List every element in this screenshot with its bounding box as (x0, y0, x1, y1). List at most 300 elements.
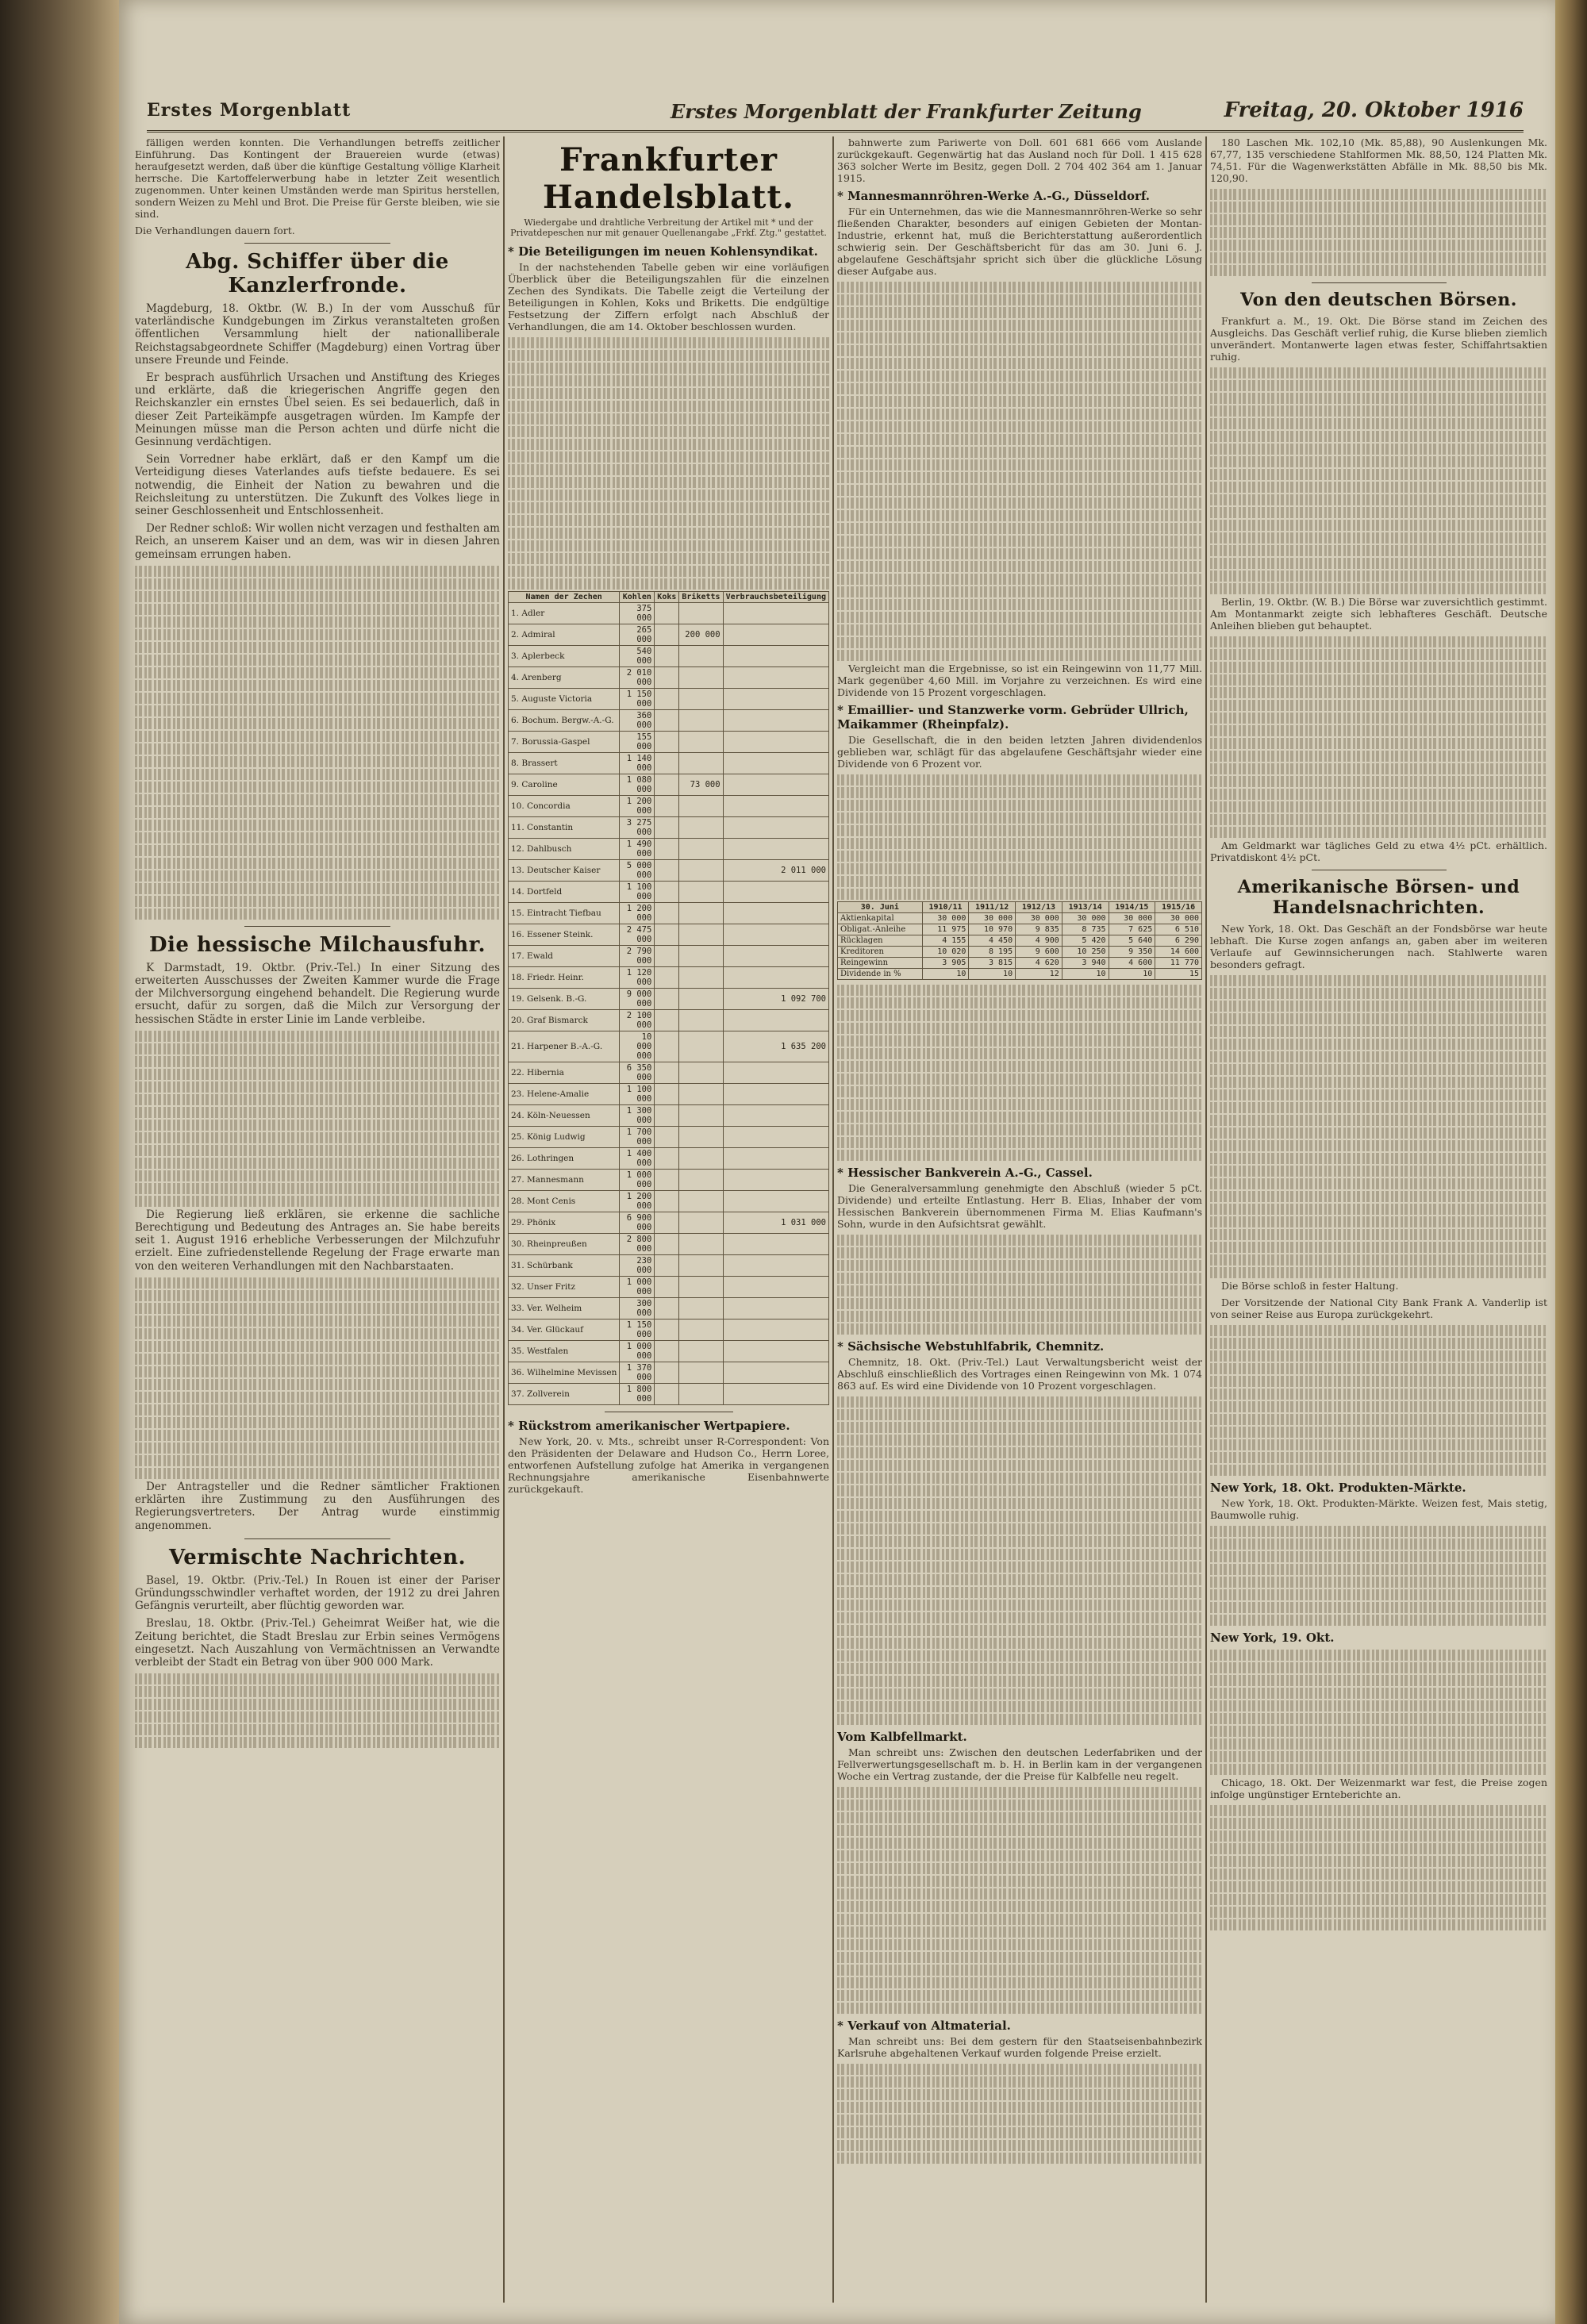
table-row (509, 924, 829, 946)
mine-name-cell: 28. Mont Cenis (509, 1191, 620, 1212)
shares-table (508, 591, 829, 1405)
value-cell (655, 1277, 679, 1298)
table-row (509, 1212, 829, 1234)
value-cell (655, 1010, 679, 1031)
value-cell: 9 835 (1016, 924, 1062, 935)
value-cell: 15 (1155, 969, 1202, 980)
value-cell (679, 1127, 723, 1148)
paragraph: New York, 18. Okt. Das Geschäft an der Fondsbörse war heute lebhaft. Die Kurse zogen anfangs an, gaben aber im weiteren Verlaufe auf Gewinnsicherungen nach. Stahlwerte waren besonders gefragt. (1210, 923, 1547, 970)
illegible-text-block (135, 566, 500, 920)
value-cell (655, 667, 679, 689)
mine-name-cell: 27. Mannesmann (509, 1170, 620, 1191)
value-cell: 360 000 (620, 710, 655, 732)
value-cell (723, 839, 828, 860)
table-header: 1912/13 (1016, 902, 1062, 913)
value-cell: 1 140 000 (620, 753, 655, 774)
illegible-text-block (837, 774, 1202, 900)
table-row (838, 913, 1202, 924)
table-row (509, 839, 829, 860)
value-cell (655, 689, 679, 710)
article-heading: * Sächsische Webstuhlfabrik, Chemnitz. (837, 1339, 1105, 1354)
article-heading: * Rückstrom amerikanischer Wertpapiere. (508, 1419, 790, 1433)
mine-name-cell: 16. Essener Steink. (509, 924, 620, 946)
value-cell (679, 646, 723, 667)
table-header: Namen der Zechen (509, 592, 620, 603)
paragraph: Der Vorsitzende der National City Bank Frank A. Vanderlip ist von seiner Reise aus Europa zurückgekehrt. (1210, 1296, 1547, 1320)
value-cell: 4 450 (969, 935, 1016, 947)
value-cell (679, 989, 723, 1010)
value-cell (679, 732, 723, 753)
value-cell: 30 000 (1109, 913, 1155, 924)
illegible-text-block (837, 1787, 1202, 2014)
table-header: 1915/16 (1155, 902, 1202, 913)
table-row (509, 753, 829, 774)
value-cell: 375 000 (620, 603, 655, 624)
table-header: 1911/12 (969, 902, 1016, 913)
value-cell (679, 1148, 723, 1170)
paragraph: Der Redner schloß: Wir wollen nicht verzagen und festhalten am Reich, an unserem Kaiser und an dem, was wir in diesen Jahren gemeinsam errungen haben. (135, 522, 500, 561)
page-edge (1555, 0, 1587, 2324)
article-heading: * Mannesmannröhren-Werke A.-G., Düsseldorf. (837, 189, 1150, 203)
illegible-text-block (837, 282, 1202, 661)
value-cell: 3 905 (922, 958, 969, 969)
table-row (509, 1234, 829, 1255)
value-cell: 1 092 700 (723, 989, 828, 1010)
illegible-text-block (837, 2064, 1202, 2164)
mine-name-cell: 35. Westfalen (509, 1341, 620, 1362)
value-cell: 1 800 000 (620, 1384, 655, 1405)
value-cell: 9 350 (1109, 947, 1155, 958)
value-cell: 30 000 (1155, 913, 1202, 924)
value-cell (723, 1148, 828, 1170)
value-cell (679, 1191, 723, 1212)
mine-name-cell: 36. Wilhelmine Mevissen (509, 1362, 620, 1384)
table-header: Verbrauchsbeteiligung (723, 592, 828, 603)
mine-name-cell: 34. Ver. Glückauf (509, 1319, 620, 1341)
paragraph: New York, 18. Okt. Produkten-Märkte. Weizen fest, Mais stetig, Baumwolle ruhig. (1210, 1497, 1547, 1521)
value-cell: 230 000 (620, 1255, 655, 1277)
table-row (509, 732, 829, 753)
value-cell (655, 796, 679, 817)
table-row (509, 1031, 829, 1062)
mine-name-cell: 20. Graf Bismarck (509, 1010, 620, 1031)
value-cell (679, 667, 723, 689)
value-cell: 2 010 000 (620, 667, 655, 689)
value-cell: 1 150 000 (620, 689, 655, 710)
value-cell (679, 1170, 723, 1191)
value-cell: 3 940 (1062, 958, 1109, 969)
row-label-cell: Dividende in % (838, 969, 923, 980)
value-cell: 2 800 000 (620, 1234, 655, 1255)
value-cell: 1 000 000 (620, 1341, 655, 1362)
value-cell: 30 000 (1062, 913, 1109, 924)
separator (244, 926, 390, 927)
paragraph: Er besprach ausführlich Ursachen und Anstiftung des Krieges und erklärte, daß die kriegerischen Angriffe gegen den Reichskanzler ein ernstes Übel seien. Es sei bedauerlich, daß in dieser Zeit Parteikämpfe ausgetragen würden. Im Kampfe der Meinungen müsse man die Person achten und dürfe nicht die Gesinnung verdächtigen. (135, 371, 500, 449)
value-cell (655, 882, 679, 903)
article-heading: Amerikanische Börsen- und Handelsnachrichten. (1237, 877, 1520, 918)
value-cell: 6 900 000 (620, 1212, 655, 1234)
row-label-cell: Kreditoren (838, 947, 923, 958)
value-cell (679, 1105, 723, 1127)
table-row (509, 817, 829, 839)
mine-name-cell: 37. Zollverein (509, 1384, 620, 1405)
row-label-cell: Obligat.-Anleihe (838, 924, 923, 935)
value-cell (723, 1170, 828, 1191)
value-cell (655, 1255, 679, 1277)
value-cell (655, 839, 679, 860)
illegible-text-block (837, 1396, 1202, 1725)
value-cell: 1 000 000 (620, 1277, 655, 1298)
mine-name-cell: 7. Borussia-Gaspel (509, 732, 620, 753)
value-cell: 10 (1109, 969, 1155, 980)
value-cell (655, 1212, 679, 1234)
mine-name-cell: 33. Ver. Welheim (509, 1298, 620, 1319)
value-cell (679, 1298, 723, 1319)
table-row (509, 1341, 829, 1362)
value-cell: 1 100 000 (620, 882, 655, 903)
value-cell (723, 1384, 828, 1405)
value-cell: 1 120 000 (620, 967, 655, 989)
article-heading: Vom Kalbfellmarkt. (837, 1730, 967, 1744)
column-rule (1205, 136, 1207, 2303)
value-cell: 6 350 000 (620, 1062, 655, 1084)
mine-name-cell: 3. Aplerbeck (509, 646, 620, 667)
value-cell: 2 790 000 (620, 946, 655, 967)
value-cell (723, 1191, 828, 1212)
value-cell: 265 000 (620, 624, 655, 646)
value-cell: 4 155 (922, 935, 969, 947)
table-header: Koks (655, 592, 679, 603)
mine-name-cell: 18. Friedr. Heinr. (509, 967, 620, 989)
mine-name-cell: 10. Concordia (509, 796, 620, 817)
market-heading: New York, 18. Okt. Produkten-Märkte. (1210, 1481, 1466, 1495)
value-cell: 3 275 000 (620, 817, 655, 839)
value-cell (655, 1084, 679, 1105)
paragraph: Am Geldmarkt war tägliches Geld zu etwa 4½ pCt. erhältlich. Privatdiskont 4½ pCt. (1210, 839, 1547, 863)
table-row (509, 1319, 829, 1341)
table-row (509, 1255, 829, 1277)
value-cell: 3 815 (969, 958, 1016, 969)
table-row (509, 796, 829, 817)
value-cell (679, 1212, 723, 1234)
mine-name-cell: 19. Gelsenk. B.-G. (509, 989, 620, 1010)
value-cell (679, 753, 723, 774)
masthead-center: Erstes Morgenblatt der Frankfurter Zeitung (671, 100, 1142, 123)
table-row (509, 624, 829, 646)
value-cell (655, 1062, 679, 1084)
illegible-text-block (837, 985, 1202, 1161)
value-cell: 200 000 (679, 624, 723, 646)
column-3 (837, 136, 1202, 2311)
value-cell (723, 753, 828, 774)
value-cell (723, 1234, 828, 1255)
value-cell (723, 710, 828, 732)
value-cell: 12 (1016, 969, 1062, 980)
value-cell (655, 753, 679, 774)
illegible-text-block (1210, 1805, 1547, 1930)
mine-name-cell: 24. Köln-Neuessen (509, 1105, 620, 1127)
value-cell (655, 1362, 679, 1384)
value-cell: 10 (969, 969, 1016, 980)
mine-name-cell: 21. Harpener B.-A.-G. (509, 1031, 620, 1062)
value-cell (679, 1341, 723, 1362)
value-cell: 7 625 (1109, 924, 1155, 935)
value-cell (723, 774, 828, 796)
value-cell: 10 250 (1062, 947, 1109, 958)
table-row (509, 989, 829, 1010)
table-header: Kohlen (620, 592, 655, 603)
table-header: 1913/14 (1062, 902, 1109, 913)
paragraph: Man schreibt uns: Bei dem gestern für den Staatseisenbahnbezirk Karlsruhe abgehaltenen Verkauf wurden folgende Preise erzielt. (837, 2035, 1202, 2059)
value-cell (679, 1277, 723, 1298)
value-cell: 1 031 000 (723, 1212, 828, 1234)
mine-name-cell: 26. Lothringen (509, 1148, 620, 1170)
value-cell: 1 200 000 (620, 796, 655, 817)
table-row (509, 946, 829, 967)
illegible-text-block (1210, 1650, 1547, 1775)
paragraph: bahnwerte zum Pariwerte von Doll. 601 681 666 vom Auslande zurückgekauft. Gegenwärtig hat das Ausland noch für Doll. 1 415 628 363 solcher Werte im Besitz, gegen Doll. 2 704 402 364 am 1. Januar 1915. (837, 136, 1202, 184)
value-cell: 1 300 000 (620, 1105, 655, 1127)
table-row (509, 1127, 829, 1148)
row-label-cell: Aktienkapital (838, 913, 923, 924)
table-header: Briketts (679, 592, 723, 603)
value-cell (723, 882, 828, 903)
value-cell: 30 000 (969, 913, 1016, 924)
value-cell (679, 924, 723, 946)
value-cell (655, 774, 679, 796)
value-cell: 5 420 (1062, 935, 1109, 947)
paragraph: Für ein Unternehmen, das wie die Mannesmannröhren-Werke so sehr fließenden Charakter, besonders auf einigen Gebieten der Montan-Industrie, erkennt hat, muß die Berichterstattung außerordentlich schwierig sein. Der Geschäftsbericht für das am 30. Juni 6. J. abgelaufene Geschäftsjahr spricht sich über die glückliche Lösung dieser Aufgabe aus. (837, 206, 1202, 277)
value-cell: 1 700 000 (620, 1127, 655, 1148)
value-cell (679, 903, 723, 924)
section-masthead: Frankfurter Handelsblatt. (543, 141, 794, 216)
row-label-cell: Reingewinn (838, 958, 923, 969)
table-row (838, 924, 1202, 935)
value-cell (723, 1319, 828, 1341)
mine-name-cell: 4. Arenberg (509, 667, 620, 689)
value-cell (723, 1362, 828, 1384)
value-cell (679, 689, 723, 710)
value-cell (655, 646, 679, 667)
mine-name-cell: 12. Dahlbusch (509, 839, 620, 860)
table-row (509, 1191, 829, 1212)
table-row (509, 710, 829, 732)
paragraph: Die Börse schloß in fester Haltung. (1221, 1280, 1399, 1292)
value-cell: 5 640 (1109, 935, 1155, 947)
value-cell: 1 200 000 (620, 1191, 655, 1212)
illegible-text-block (1210, 636, 1547, 838)
value-cell (655, 1148, 679, 1170)
table-header: 1914/15 (1109, 902, 1155, 913)
mine-name-cell: 25. König Ludwig (509, 1127, 620, 1148)
value-cell: 10 (1062, 969, 1109, 980)
value-cell (723, 967, 828, 989)
table-row (509, 667, 829, 689)
table-header: 30. Juni (838, 902, 923, 913)
value-cell (679, 1084, 723, 1105)
value-cell: 1 490 000 (620, 839, 655, 860)
value-cell (723, 1277, 828, 1298)
table-row (509, 882, 829, 903)
book-binding (0, 0, 119, 2324)
value-cell (655, 946, 679, 967)
paragraph: Die Verhandlungen dauern fort. (135, 225, 295, 236)
paragraph: K Darmstadt, 19. Oktbr. (Priv.-Tel.) In einer Sitzung des erweiterten Ausschusses der Zweiten Kammer wurde die Frage der Milchversorgung eingehend behandelt. Die Regierung wurde ersucht, dafür zu sorgen, daß die Milch zur Versorgung der hessischen Städte in erster Linie im Lande verbleibe. (135, 961, 500, 1026)
row-label-cell: Rücklagen (838, 935, 923, 947)
value-cell (723, 1127, 828, 1148)
paragraph: Basel, 19. Oktbr. (Priv.-Tel.) In Rouen ist einer der Pariser Gründungsschwindler verhaftet worden, der 1912 zu drei Jahren Gefängnis verurteilt, aber flüchtig geworden war. (135, 1573, 500, 1613)
value-cell (655, 624, 679, 646)
separator (1312, 282, 1447, 283)
mine-name-cell: 29. Phönix (509, 1212, 620, 1234)
value-cell (655, 1127, 679, 1148)
paragraph: 180 Laschen Mk. 102,10 (Mk. 85,88), 90 Auslenkungen Mk. 67,77, 135 verschiedene Stahlformen Mk. 88,50, 124 Platten Mk. 74,51. Für die Wagenwerkstätten Abfälle in Mk. 88,50 bis Mk. 120,90. (1210, 136, 1547, 184)
value-cell: 2 100 000 (620, 1010, 655, 1031)
value-cell (679, 860, 723, 882)
illegible-text-block (1210, 1526, 1547, 1626)
paragraph: Die Regierung ließ erklären, sie erkenne die sachliche Berechtigung und Bedeutung des Antrages an. Sie habe bereits seit 1. August 1916 erhebliche Verbesserungen der Milchzufuhr erzielt. Eine zufriedenstellende Regelung der Frage erwarte man von den weiteren Verhandlungen mit den Nachbarstaaten. (135, 1208, 500, 1273)
paragraph: Berlin, 19. Oktbr. (W. B.) Die Börse war zuversichtlich gestimmt. Am Montanmarkt zeigte sich lebhafteres Geschäft. Deutsche Anleihen blieben gut behauptet. (1210, 596, 1547, 632)
value-cell: 10 970 (969, 924, 1016, 935)
mine-name-cell: 22. Hibernia (509, 1062, 620, 1084)
table-row (509, 1062, 829, 1084)
value-cell (723, 903, 828, 924)
illegible-text-block (135, 1277, 500, 1479)
value-cell (723, 1084, 828, 1105)
article-heading: * Hessischer Bankverein A.-G., Cassel. (837, 1166, 1093, 1180)
table-row (509, 903, 829, 924)
table-row (838, 969, 1202, 980)
column-rule (503, 136, 505, 2303)
value-cell (723, 646, 828, 667)
value-cell: 1 100 000 (620, 1084, 655, 1105)
mine-name-cell: 11. Constantin (509, 817, 620, 839)
value-cell (679, 967, 723, 989)
value-cell (655, 1298, 679, 1319)
column-2 (508, 136, 829, 2311)
illegible-text-block (135, 1673, 500, 1748)
value-cell (655, 1031, 679, 1062)
value-cell: 30 000 (922, 913, 969, 924)
table-row (509, 603, 829, 624)
value-cell: 155 000 (620, 732, 655, 753)
table-row (509, 1148, 829, 1170)
mine-name-cell: 2. Admiral (509, 624, 620, 646)
value-cell (679, 1362, 723, 1384)
mine-name-cell: 30. Rheinpreußen (509, 1234, 620, 1255)
table-row (509, 1010, 829, 1031)
value-cell: 1 150 000 (620, 1319, 655, 1341)
value-cell (679, 1031, 723, 1062)
value-cell: 1 080 000 (620, 774, 655, 796)
value-cell: 300 000 (620, 1298, 655, 1319)
value-cell (655, 903, 679, 924)
value-cell (679, 1010, 723, 1031)
paragraph: In der nachstehenden Tabelle geben wir eine vorläufigen Überblick über die Beteiligungszahlen für die einzelnen Zechen des Syndikats. Die Tabelle zeigt die Verteilung der Beteiligungen in Kohlen, Koks und Briketts. Die endgültige Festsetzung der Ziffern erfolgt nach Abschluß der Verhandlungen, die am 14. Oktober beschlossen wurden. (508, 261, 829, 332)
value-cell (723, 817, 828, 839)
mine-name-cell: 31. Schürbank (509, 1255, 620, 1277)
article-heading: Abg. Schiffer über die Kanzlerfronde. (186, 250, 449, 298)
value-cell (679, 882, 723, 903)
value-cell (679, 710, 723, 732)
value-cell: 1 000 000 (620, 1170, 655, 1191)
value-cell: 2 011 000 (723, 860, 828, 882)
table-header-row (509, 592, 829, 603)
table-row (509, 860, 829, 882)
table-row (838, 935, 1202, 947)
paragraph: Der Antragsteller und die Redner sämtlicher Fraktionen erklärten ihre Zustimmung zu den Ausführungen des Regierungsvertreters. Der Antrag wurde einstimmig angenommen. (135, 1480, 500, 1532)
value-cell: 1 635 200 (723, 1031, 828, 1062)
value-cell: 73 000 (679, 774, 723, 796)
value-cell: 4 600 (1109, 958, 1155, 969)
table-row (509, 646, 829, 667)
masthead-date: Freitag, 20. Oktober 1916 (1224, 98, 1524, 122)
table-row (509, 1384, 829, 1405)
paragraph: Man schreibt uns: Zwischen den deutschen Lederfabriken und der Fellverwertungsgesellschaft m. b. H. in Berlin kam in der vergangenen Woche ein Vertrag zustande, der die Preise für Kalbfelle neu regelt. (837, 1746, 1202, 1782)
table-row (509, 1362, 829, 1384)
newspaper-page (119, 0, 1555, 2324)
value-cell: 14 600 (1155, 947, 1202, 958)
mine-name-cell: 15. Eintracht Tiefbau (509, 903, 620, 924)
table-header: 1910/11 (922, 902, 969, 913)
illegible-text-block (135, 1031, 500, 1207)
value-cell (679, 946, 723, 967)
value-cell (723, 924, 828, 946)
value-cell (723, 1255, 828, 1277)
value-cell: 11 975 (922, 924, 969, 935)
article-heading: * Emaillier- und Stanzwerke vorm. Gebrüder Ullrich, Maikammer (Rheinpfalz). (837, 703, 1189, 732)
paragraph: Die Generalversammlung genehmigte den Abschluß (wieder 5 pCt. Dividende) und erteilte Entlastung. Herr B. Elias, Inhaber der vom Hessischen Bankverein übernommenen Firma M. Elias Kaufmann's Sohn, wurde in den Aufsichtsrat gewählt. (837, 1182, 1202, 1230)
illegible-text-block (508, 337, 829, 590)
value-cell: 9 600 (1016, 947, 1062, 958)
article-heading: Von den deutschen Börsen. (1240, 290, 1517, 310)
value-cell (655, 817, 679, 839)
masthead (147, 95, 1524, 133)
illegible-text-block (1210, 1325, 1547, 1476)
value-cell: 1 200 000 (620, 903, 655, 924)
paragraph: Magdeburg, 18. Oktbr. (W. B.) In der vom Ausschuß für vaterländische Kundgebungen im Zirkus veranstalteten großen öffentlichen Versammlung hielt der nationalliberale Reichstagsabgeordnete Schiffer (Magdeburg) einen Vortrag über unsere Freunde und Feinde. (135, 302, 500, 367)
value-cell (655, 967, 679, 989)
table-row (509, 1277, 829, 1298)
column-1 (135, 136, 500, 2311)
paragraph: fälligen werden konnten. Die Verhandlungen betreffs zeitlicher Einführung. Das Kontingent der Brauereien wurde (etwas) heraufgesetzt werden, daß über die künftige Gestaltung völlige Klarheit herrsche. Die Kartoffelerwerbung habe in letzter Zeit wesentlich zugenommen. Unter keinen Umständen werde man Spiritus herstellen, sondern Weizen zu Mehl und Brot. Die Preise für Gerste bleiben, wie sie sind. (135, 136, 500, 220)
value-cell: 8 195 (969, 947, 1016, 958)
value-cell (723, 1105, 828, 1127)
shares-table-body (509, 603, 829, 1405)
value-cell (679, 796, 723, 817)
value-cell (679, 1255, 723, 1277)
table-row (509, 1298, 829, 1319)
value-cell (655, 1191, 679, 1212)
balance-table-body (838, 913, 1202, 980)
value-cell: 5 000 000 (620, 860, 655, 882)
value-cell (679, 839, 723, 860)
paragraph: Chicago, 18. Okt. Der Weizenmarkt war fest, die Preise zogen infolge ungünstiger Ernteberichte an. (1210, 1777, 1547, 1800)
paragraph: New York, 20. v. Mts., schreibt unser R-Correspondent: Von den Präsidenten der Delaware and Hudson Co., Herrn Loree, entworfenen Aufstellung zufolge hat Amerika in vergangenen Rechnungsjahre amerikanische Eisenbahnwerte zurückgekauft. (508, 1435, 829, 1495)
table-row (509, 1170, 829, 1191)
mine-name-cell: 5. Auguste Victoria (509, 689, 620, 710)
value-cell (723, 1010, 828, 1031)
value-cell: 10 020 (922, 947, 969, 958)
value-cell: 9 000 000 (620, 989, 655, 1010)
paragraph: Chemnitz, 18. Okt. (Priv.-Tel.) Laut Verwaltungsbericht weist der Abschluß einschließlich des Vortrages einen Reingewinn von Mk. 1 074 863 auf. Es wird eine Dividende von 10 Prozent vorgeschlagen. (837, 1356, 1202, 1392)
table-header-row (838, 902, 1202, 913)
value-cell: 4 620 (1016, 958, 1062, 969)
value-cell (723, 667, 828, 689)
table-row (509, 689, 829, 710)
value-cell (655, 860, 679, 882)
table-row (509, 967, 829, 989)
